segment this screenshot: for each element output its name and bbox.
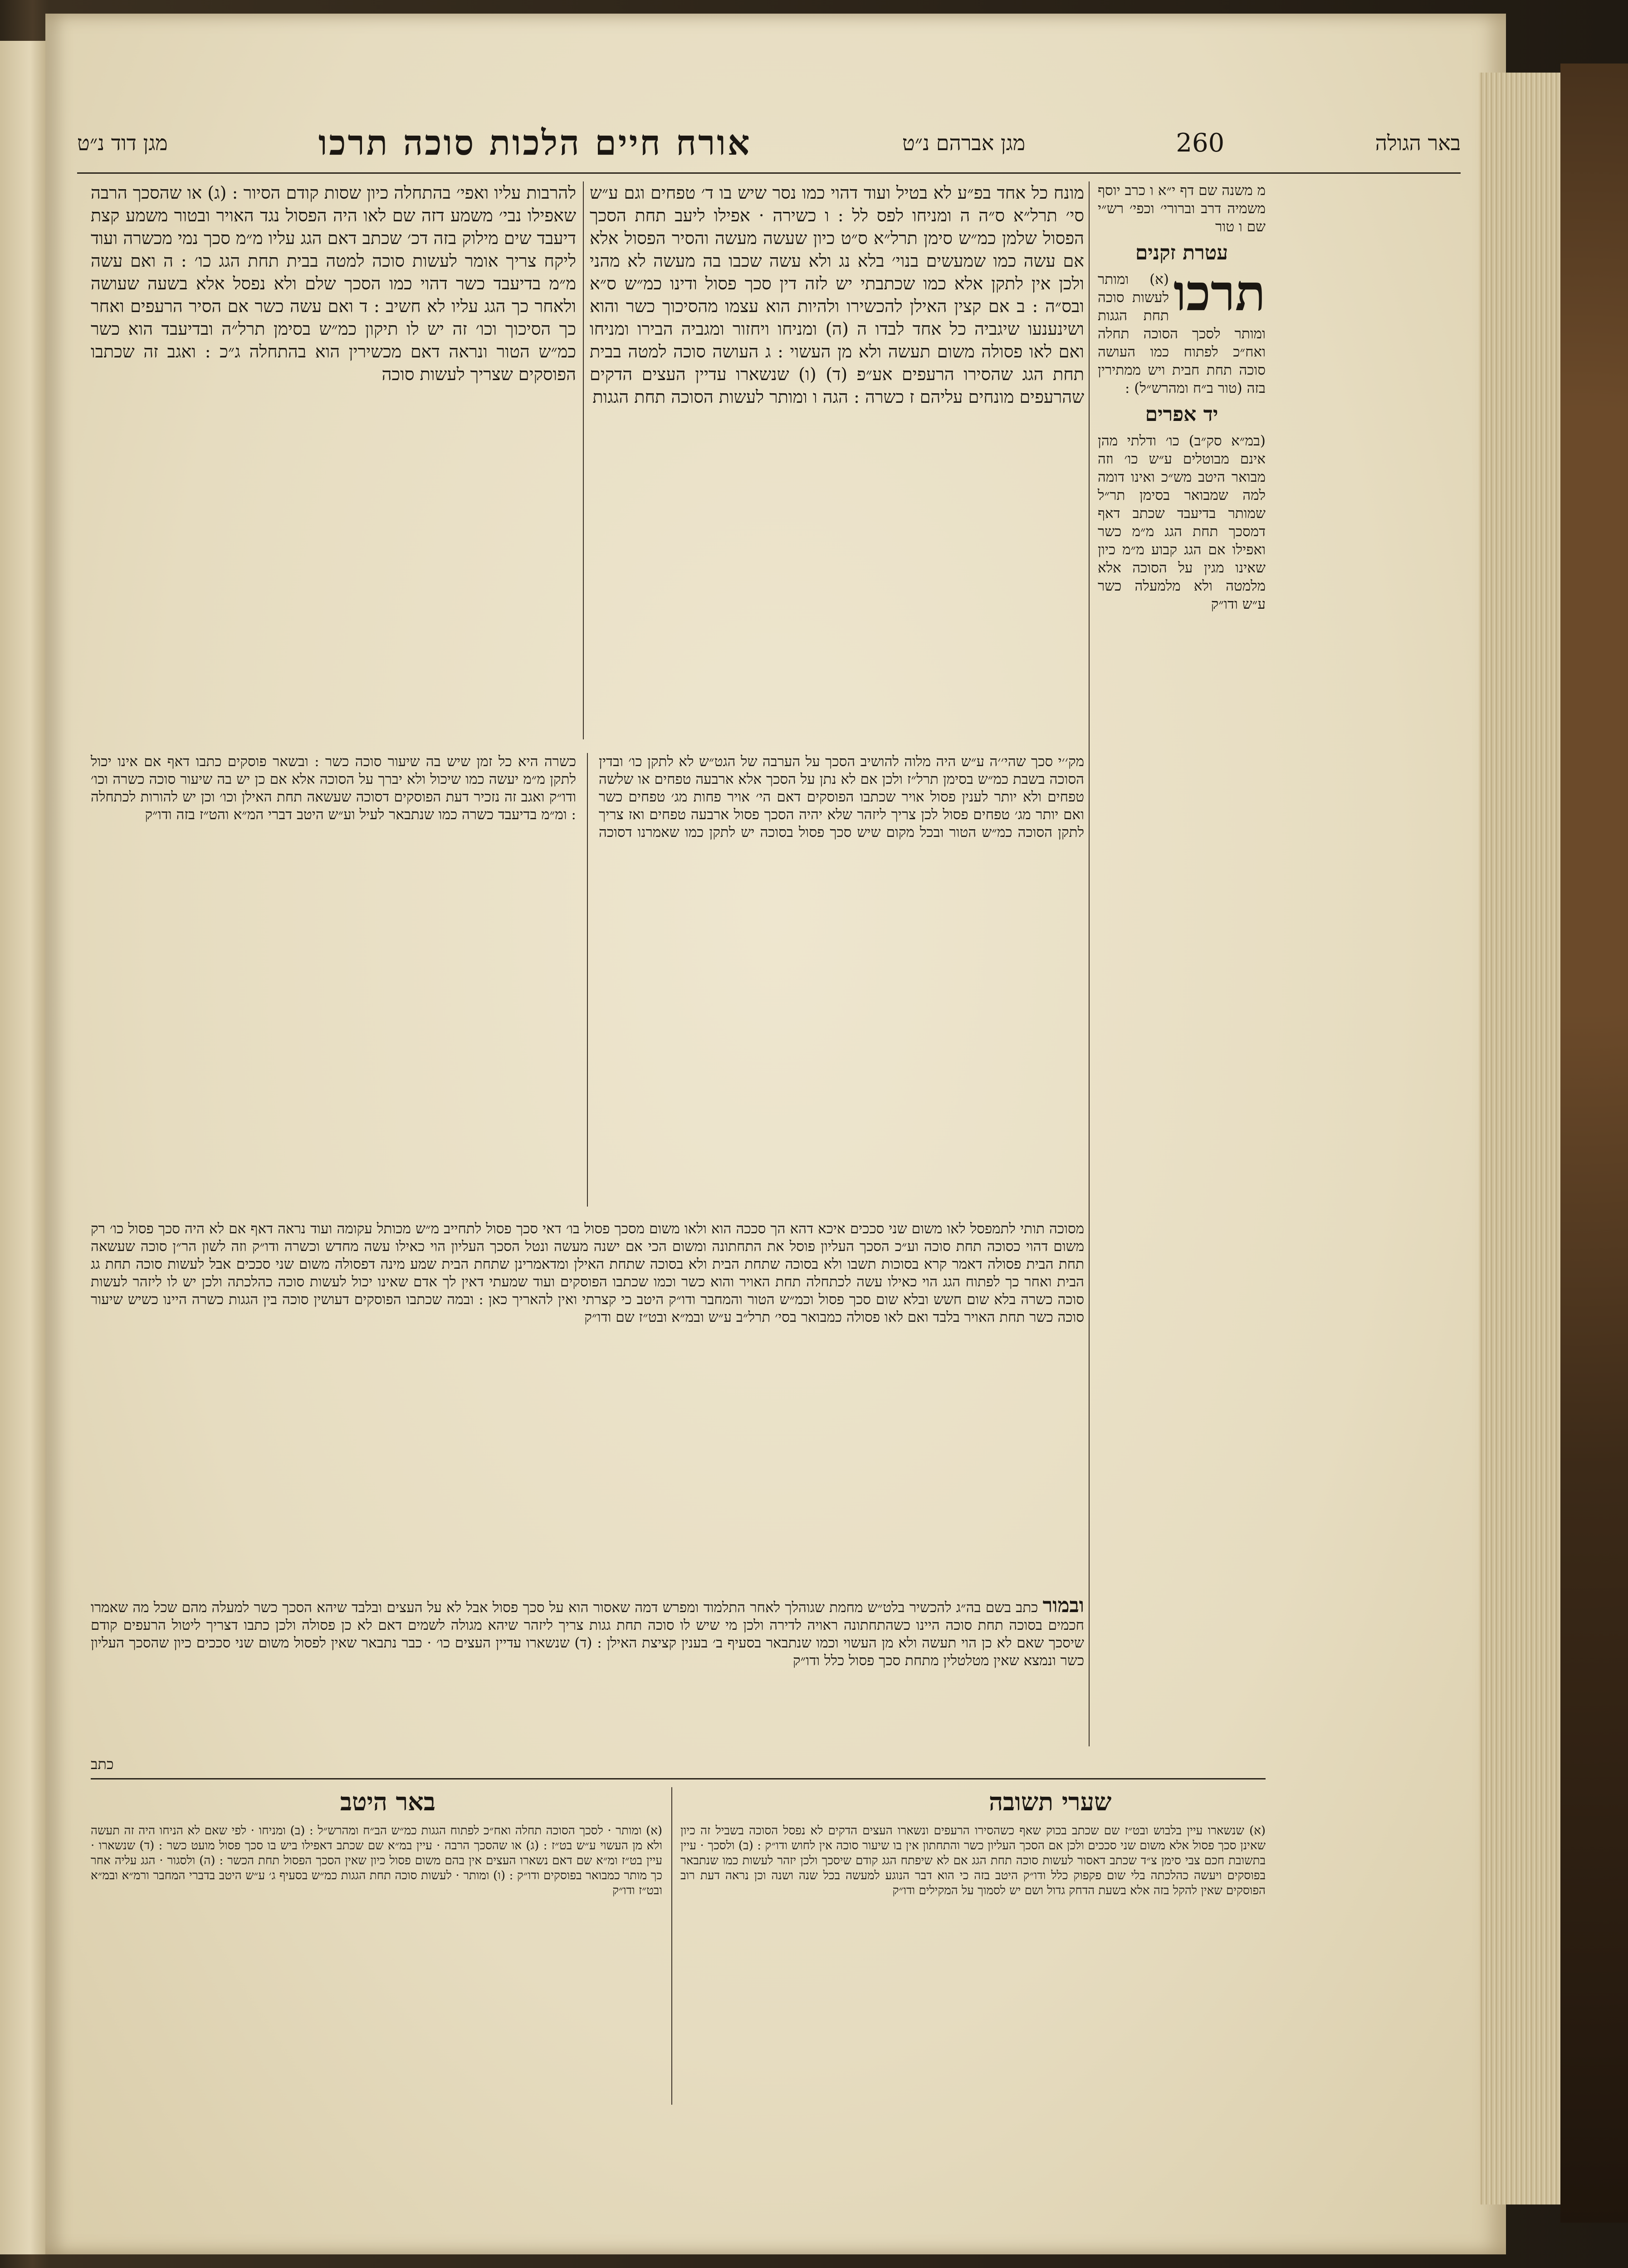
commentary-block-1: מק׳׳י סכך שהי׳׳ה ע״ש היה מלוה להושיב הסכך על הערבה של הגט״ש לא לתקן כו׳ ובדין הסוכה בשבת כמ״ש בסימן תרל״ז ולכן אם לא נתן על הסכך אלא ארבעה טפחים או שלשה טפחים ולא יותר לענין פסול אויר שכתבו הפוסקים דאם הי׳ אויר פחות מג׳ טפחים כשר ואם יותר מג׳ טפחים פסול לכן צריך ליזהר שלא יהיה הסכך פסול ארבעה טפחים ואז צריך לתקן הסוכה כמ״ש הטור ובכל מקום שיש סכך פסול בסוכה יש לתקן כמו שאמרנו דסוכה כשרה היא כל זמן שיש בה שיעור סוכה כשר : ובשאר פוסקים כתבו דאף אם אינו יכול לתקן מ״מ יעשה כמו שיכול ולא יברך על הסוכה אלא אם כן יש בה שיעור סוכה כשרה וכו׳ ודו״ק ואגב זה נזכיר דעת הפוסקים דסוכה שעשאה תחת האילן וכו׳ וכן יש להורות לכתחלה : ומ״מ בדיעבד כשרה כמו שנתבאר לעיל וע״ש היטב דברי המ״א והט״ז בזה ודו״ק (91, 753, 1084, 841)
page-edges (1479, 73, 1569, 2204)
commentary-block-2: מסוכה תותי לתמפסל לאו משום שני סככים איכא דהא הך סככה הוא ולאו משום מסכך פסול בו׳ דאי סכך פסול לתחייב מ״ש מכותל עקומה ועוד נראה דאף אם לא היה סכך פסול כו׳ רק משום דהוי כסוכה תחת סוכה וע״כ הסכך העליון פוסל את התחתונה ומשום הכי אם ישנה מעשה ונטל הסכך העליון הוי כאילו עשה מחדש וכשרה ודו״ק וזה לשון הר״ן סוכה שעשאה תחת הבית פסולה דאמר קרא בסוכות תשבו ולא בסוכה שתחת הבית ולא בסוכה שתחת האילן ומדאמרינן שתחת הבית שמע מינה דפסולה משום שני סככים אבל לעשות סוכה תחת גג הבית ואחר כך לפתוח הגג הוי כאילו עשה לכתחלה תחת האויר והוא כשר וכמו שכתבו הפוסקים ועוד שמעתי דאין לך אדם שאינו יכול לעשות סוכה כהלכתה ולכן יש לו ליזהר לעשות סוכה כשרה בלא שום חשש ובלא שום סכך פסול וכמ״ש הטור והמחבר ודו״ק היטב כי קצרתי ואין להאריך כאן : ובמה שכתבו הפוסקים דעושין סוכה בין הגגות כשרה היינו כשיש שיעור סוכה כשר תחת האויר בלבד ואם לאו פסולה כמבואר בסי׳ תרל״ב ע״ש ובמ״א ובט״ז שם ודו״ק (91, 1221, 1084, 1325)
page-number: 260 (1176, 128, 1225, 158)
sidebar-section2-text: (במ״א סק״ב) כו׳ ודלתי מהן אינם מבוטלים ע״ש כו׳ וזה מבואר היטב מש״כ ואינו דומה למה שמבואר בסימן תר״ל שמותר בדיעבד שכתב דאף דמסכך תחת הגג מ״מ כשר ואפילו אם הגג קבוע מ״מ כיון שאינו מגין על הסוכה אלא מלמטה ולא מלמעלה כשר ע״ש ודו״ק (1098, 433, 1266, 612)
sidebar-divider (1089, 181, 1090, 1746)
sidebar-intro: מ משנה שם דף י״א ו כרב יוסף משמיה דרב וברורי׳ וכפי׳ רש״י שם ו טור (1098, 182, 1266, 235)
book-cover-edge (1560, 64, 1628, 2223)
commentary-block-3-text: כתב בשם בה״ג להכשיר בלט״ש מחמת שגוהלך לאחר התלמוד ומפרש דמה שאסור הוא על סכך פסול אבל לא על העצים ובלבד שיהא הסכך כשר למעלה מהם שכל מה שאמרו חכמים בסוכה תחת סוכה היינו כשהתחתונה ראויה לדירה ולכן מי שיש לו סוכה תחת גגות צריך ליזהר שיהא מגולה לשמים דאם לא כן פסולה ולכן כתבו דצריך ליטול הרעפים קודם שיסכך שאם לא כן הוי תעשה ולא מן העשוי וכמו שנתבאר בסעיף ב׳ בענין קציצת האילן : (ד) שנשארו עדיין העצים כו׳ · כבר נתבאר שאין לפסול משום שני סככים כיון שהסכך העליון כשר ונמצא שאין מטלטלין מתחת סכך פסול כלל ודו״ק (91, 1599, 1084, 1669)
header-left: מגן דוד נ״ט (77, 131, 168, 155)
header-center: מגן אברהם נ״ט (902, 131, 1026, 155)
sidebar-section2-title: יד אפרים (1145, 403, 1218, 426)
sidebar-commentary (1098, 181, 1266, 1746)
footnote-right-text: (א) שנשארו עיין בלבוש ובט״ז שם שכתב בכוק שאף כשהסירו הרעפים ונשארו העצים הדקים לא נפסל הסוכה בשביל זה כיון שאינן סכך פסול אלא משום שני סככים ולכן אם הסכך העליון כשר והתחתון אין בו שיעור סוכה אין לחוש ודו״ק : (ב) ולסכך · עיין בתשובת חכם צבי סימן צ״ד שכתב דאסור לעשות סוכה תחת הגג אם לא שיפתח הגג קודם שיסכך ולכן יזהר לעשות כמו שנתבאר בפוסקים ויעשה כהלכתה בלי שום פקפוק כלל ודו״ק היטב בזה כי הוא דבר הנוגע למעשה בכל שנה ושנה וכן נראה דעת רוב הפוסקים שאין להקל בזה אלא בשעת הדחק גדול ושם יש לסמוך על המקילים ודו״ק (680, 1824, 1266, 1897)
left-page-edge (0, 41, 50, 2254)
commentary-block-3 (91, 1594, 1085, 1746)
main-column-divider (583, 181, 584, 739)
footnote-right-title: שערי תשובה (989, 1787, 1112, 1816)
sidebar-section1-text: (א) ומותר לעשות סוכה תחת הגגות ומותר לסכך הסוכה תחלה ואח״כ לפתוח כמו העושה סוכה תחת חבית ויש ממתירין בזה (טור ב״ח ומהרש״ל) : (1098, 271, 1266, 396)
siman-number: תרכו (1173, 264, 1266, 322)
header-right: באר הגולה (1375, 131, 1461, 155)
page-header (77, 113, 1461, 174)
footnote-rule (91, 1778, 1266, 1779)
footnote-left-text: (א) ומותר · לסכך הסוכה תחלה ואח״כ לפתוח הגגות כמ״ש הב״ח ומהרש״ל : (ב) ומניחו · לפי שאם לא הניחו היה זה תעשה ולא מן העשוי ע״ש בט״ז : (ג) או שהסכך הרבה · עיין במ״א שם שכתב דאפילו ביש בו סכך פסול מועט כשר : (ד) שנשארו · עיין בט״ז ומ״א שם דאם נשארו העצים אין בהם משום פסול כיון שאין הסכך הפסול תחת הכשר : (ה) ולסגור · הגג עליה אחר כך מותר כמבואר בפוסקים ודו״ק : (ו) ומותר · לעשות סוכה תחת הגגות כמ״ש בסעיף ג׳ ע״ש היטב בדברי המחבר ורמ״א ובמ״א ובט״ז ודו״ק (91, 1824, 662, 1897)
footnote-divider (671, 1787, 672, 2105)
catchword: כתב (91, 1755, 114, 1773)
commentary-lead-word: ובמור (1042, 1594, 1085, 1617)
footnote-left-title: באר היטב (340, 1787, 435, 1816)
main-text-right-column: מונח כל אחד בפ״ע לא בטיל ועוד דהוי כמו נסר שיש בו ד׳ טפחים וגם ע״ש סי׳ תרל״א ס״ה ה ומניחו לפס לל : ו כשירה · אפילו ליעב תחת הסכך הפסול שלמן כמ״ש סימן תרל״א ס״ט כיון שעשה מעשה והסיר הפסול אלא אם עשה כמו שמעשים בנוי׳ בלא נג ולא עשה שכבו בה מעשה לא מהני ולכן אין לתקן אלא כמו שכתבתי יש לזה דין סכך פסול ודינו כמ״ש ס״א ובס״ה : ב אם קצין האילן להכשירו ולהיות הוא עצמו מהסיכוך כשר והוא ושינענעו שיגביה כל אחד לבדו ה (ה) ומניחו ויחזור ומגביה הבירו ומניחו ואם לאו פסולה משום תעשה ולא מן העשוי : ג העושה סוכה למטה בבית תחת הגג שהסירו הרעפים אע״פ (ד) (ו) שנשארו עדיין העצים הדקים שהרעפים מונחים עליהם ז כשרה : הגה ו ומותר לעשות הסוכה תחת הגגות (590, 183, 1084, 407)
page-title: אורח חיים הלכות סוכה תרכו (318, 122, 752, 163)
sidebar-section1-title: עטרת זקנים (1135, 241, 1228, 264)
main-text-left-column: להרבות עליו ואפי׳ בהתחלה כיון שסות קודם הסיור : (ג) או שהסכך הרבה שאפילו נבי׳ משמע דזה שם לאו היה הפסול נגד האויר ובטור משמע קצת דיעבד שים מילוק בזה דכ׳ שכתב דאם הגג עליו מ״מ סכך נמי מכשרה ועוד ליקח צריך אומר לעשות סוכה למטה בבית תחת הגג כו׳ : ה ואם עשה מ״מ בדיעבד כשר דהוי כמו הסכך שלם ולא נפסל אלא בשעה שעושה ולאחר כך הגג עליו לא חשיב : ד ואם עשה כשר אם הסיר הרעפים ואחר כך הסיכוך וכו׳ זה יש לו תיקון כמ״ש בסימן תרל״ה ובדיעבד הוא כשר כמ״ש הטור ונראה דאם מכשירין הוא בהתחלה ג״כ : ואגב זה שכתבו הפוסקים שצריך לעשות סוכה (91, 183, 576, 384)
